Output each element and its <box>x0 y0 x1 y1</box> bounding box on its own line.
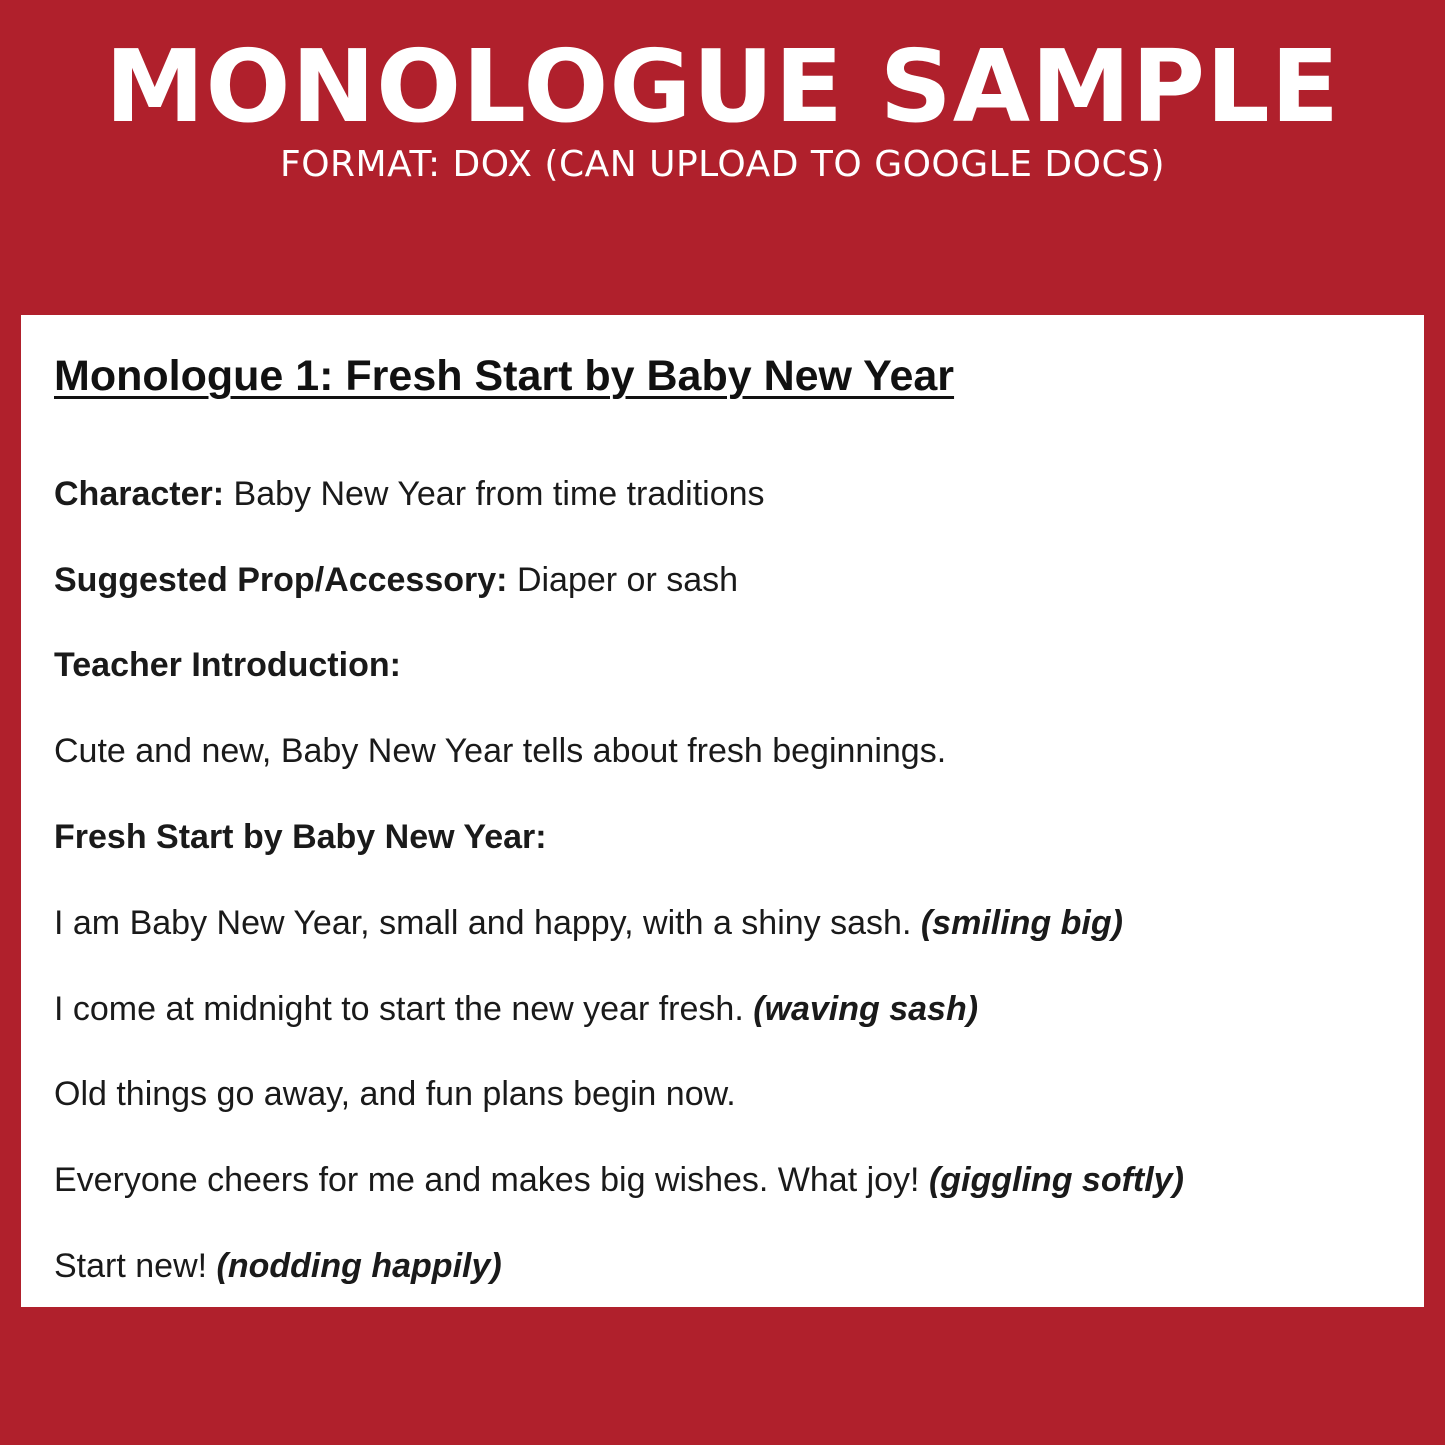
banner-subtitle: FORMAT: DOX (CAN UPLOAD TO GOOGLE DOCS) <box>280 144 1165 185</box>
stage-direction: (nodding happily) <box>216 1247 502 1285</box>
document-sample-panel <box>21 315 1424 1307</box>
prop-value: Diaper or sash <box>516 561 739 599</box>
character-line <box>54 472 765 516</box>
monologue-line <box>54 987 978 1031</box>
monologue-line <box>54 1244 502 1288</box>
stage-direction: (giggling softly) <box>928 1161 1184 1199</box>
line-text: Start new! <box>54 1247 208 1285</box>
line-text: Everyone cheers for me and makes big wishes. What joy! <box>54 1161 920 1199</box>
monologue-heading: Fresh Start by Baby New Year: <box>54 818 547 856</box>
banner-title: MONOLOGUE SAMPLE <box>104 28 1341 145</box>
monologue-line <box>54 901 1123 945</box>
line-text: I am Baby New Year, small and happy, with a shiny sash. <box>54 904 912 942</box>
stage-direction: (waving sash) <box>753 990 979 1028</box>
prop-line <box>54 558 738 602</box>
line-text: Old things go away, and fun plans begin now. <box>54 1075 736 1113</box>
line-text: I come at midnight to start the new year fresh. <box>54 990 744 1028</box>
character-value: Baby New Year from time traditions <box>233 475 765 513</box>
header-banner <box>0 0 1445 300</box>
prop-label: Suggested Prop/Accessory: <box>54 561 508 599</box>
monologue-title: Monologue 1: Fresh Start by Baby New Year <box>54 352 955 400</box>
teacher-intro-text: Cute and new, Baby New Year tells about fresh beginnings. <box>54 732 947 770</box>
stage-direction: (smiling big) <box>920 904 1123 942</box>
character-label: Character: <box>54 475 225 513</box>
monologue-line <box>54 1158 1184 1202</box>
monologue-line <box>54 1072 736 1116</box>
teacher-intro-label: Teacher Introduction: <box>54 646 401 684</box>
